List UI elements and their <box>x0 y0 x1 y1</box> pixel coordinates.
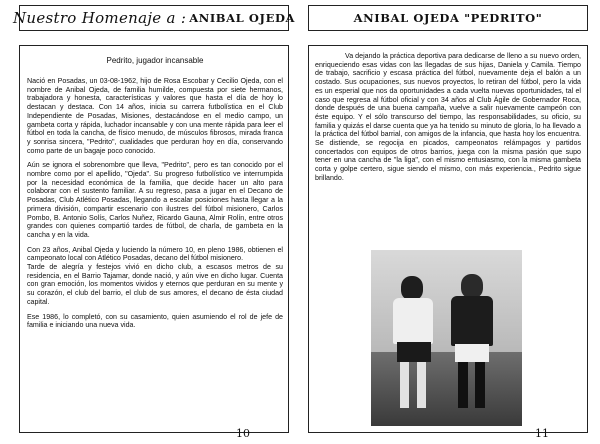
page-number: 11 <box>535 427 549 440</box>
player-photo <box>371 250 522 426</box>
left-article-box <box>19 45 289 433</box>
header-script-title: Nuestro Homenaje a : <box>12 9 187 27</box>
paragraph: Aún se ignora el sobrenombre que lleva, "Pedrito", pero es tan conocido por el nombre como por el apellido, "Ojeda". Su progreso futbolístico ve interrumpida por la necesidad económica de la familia, que decide hacer un alto para colaborar con el sustento familiar. A su regreso, pasa a jugar en el Decano de Posadas, Club Atlético Posadas, llegando a escalar posiciones hasta llegar a la primera división, compartir escenario con ilustres del fútbol misionero, Carlos Pombo, B. Antonio Solís, Carlos Nuñez, Ricardo Gauna, Almir Rolín, entre otros grandes con quienes compartió tardes de fútbol, de charla, de gambeta en la cancha y en la vida. <box>27 161 283 239</box>
header-title: ANIBAL OJEDA "PEDRITO" <box>353 11 543 25</box>
right-article-box <box>308 45 588 433</box>
header-name-title: ANIBAL OJEDA <box>189 11 296 25</box>
right-header <box>308 5 588 31</box>
left-header <box>12 5 296 31</box>
paragraph: Nació en Posadas, un 03-08-1962, hijo de Rosa Escobar y Cecilio Ojeda, con el nombre de Anibal Ojeda, de familia humilde, compuesta por siete hermanos, trabajadora y honesta, características y valores que hasta el día de hoy lo destacan y destaca. Con 14 años, inicia su carrera futbolística en el Club Independiente de Posadas, Misiones, destacándose en el medio campo, un gambeta corta y rápida, luchador incansable y con una mente rápida para leer el fútbol en toda la cancha, de físico menudo, de músculos fibrosos, mirada franca y sonrisa sincera, "Pedrito", cualidades que perduran hoy en día, conservando como parte de un bagaje poco conocido. <box>27 77 283 155</box>
paragraph: Va dejando la práctica deportiva para dedicarse de lleno a su nuevo orden, enriqueciendo esas vidas con las llegadas de sus hijas, Daniela y Camila. Tiempo de trabajo, sacrificio y escasa práctica del fútbol, nuevamente deja el balón a un costado. Sus ocupaciones, sus nuevos proyectos, lo retiran del fútbol, pero la vida es un esperial que nos da oportunidades a cada vuelta nuevas oportunidades, tal el caso que regresa al fútbol oficial y con 34 años al Club Ágile de Gobernador Roca, donde después de una buena campaña, vuelve a salir nuevamente campeón con éste equipo. Y el sólo transcurso del tiempo, las responsabilidades, su oficio, su familia y quizás el darse cuenta que ya ha tenido su minuto de gloria, lo ha llevado a la práctica del fútbol barrial, con amigos de la infancia, que hasta hoy los encuentra. Se distiende, se regocija en picados, campeonatos relámpagos y partidos concertados con equipos de otros barrios, juega con la misma pasión que supo tener en una cancha de "la liga", con el mismo entusiasmo, con la misma gambeta corta y golpe certero, sigue siendo el mismo, con más experiencia., Pedrito sigue brillando. <box>315 52 581 182</box>
paragraph: Ese 1986, lo completó, con su casamiento, quien asumiendo el rol de jefe de familia e iniciando una nueva vida. <box>27 312 283 330</box>
page-number: 10 <box>236 427 250 440</box>
paragraph: Tarde de alegría y festejos vivió en dicho club, a escasos metros de su residencia, en el Barrio Tajamar, donde nació, y aún vive en dicho lugar. Cuenta con gran emoción, los momentos vividos y eternos que perduran en su mente y su corazón, el club del barrio, el club de sus amores, el decano de ésta ciudad capital. <box>27 263 283 306</box>
article-subtitle: Pedrito, jugador incansable <box>106 56 204 65</box>
paragraph: Con 23 años, Anibal Ojeda y luciendo la número 10, en pleno 1986, obtienen el campeonato local con Atlético Posadas, decano del fútbol misionero. <box>27 245 283 263</box>
